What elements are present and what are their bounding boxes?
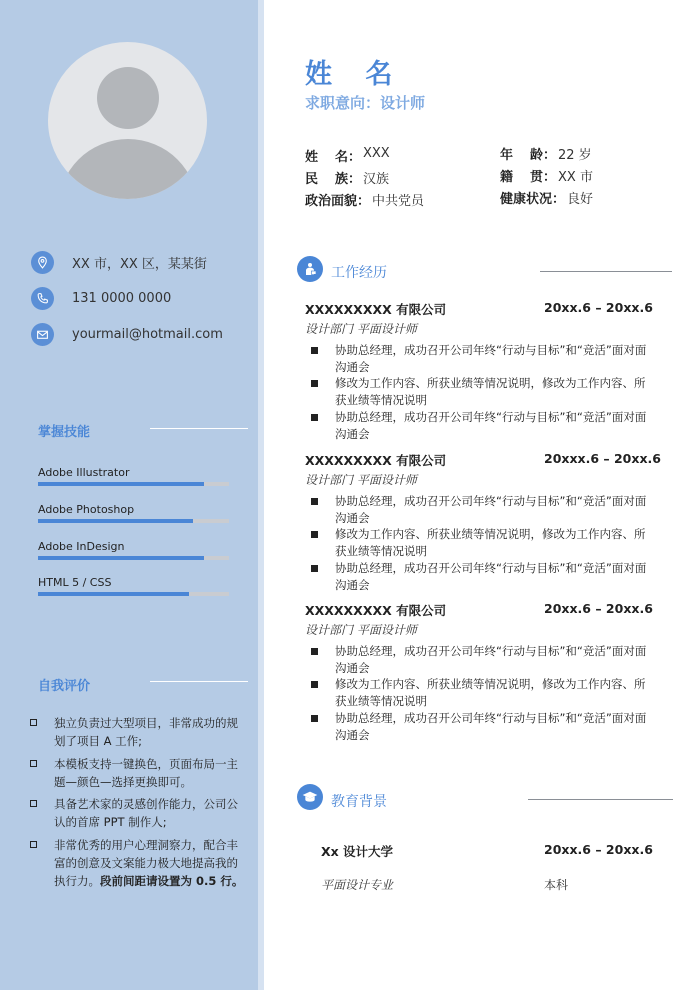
contact-address [31,251,207,274]
job-bullet-text: 协助总经理，成功召开公司年终“行动与目标”和“竞活”面对面沟通会 [335,410,647,441]
skill-track [38,482,229,486]
info-label: 籍 贯： [500,170,556,185]
skill-name: Adobe Photoshop [38,503,135,516]
info-name [305,146,390,165]
info-age [500,144,592,163]
bullet-square [30,800,37,807]
list-item [30,836,248,890]
skills-heading: 掌握技能 [38,425,91,440]
edu-degree: 本科 [544,878,569,892]
mail-icon [31,323,54,346]
email-text: yourmail@hotmail.com [72,327,223,342]
skill-fill [38,519,193,523]
job-date: 20xxx.6 – 20xx.6 [544,451,661,466]
info-value: 汉族 [363,172,390,187]
education-heading: 教育背景 [331,794,387,810]
info-politics [305,190,424,209]
work-heading: 工作经历 [331,265,387,281]
list-item [311,342,656,376]
contact-email [31,323,223,346]
edu-school: Xx 设计大学 [321,844,394,859]
job-bullet-text: 协助总经理，成功召开公司年终“行动与目标”和“竞活”面对面沟通会 [335,644,647,675]
self-eval-text: 具备艺术家的灵感创作能力，公司公认的首席 PPT 制作人; [54,797,238,829]
contact-phone [31,287,171,310]
self-eval-heading: 自我评价 [38,679,91,694]
info-label: 健康状况： [500,192,566,207]
job-company: XXXXXXXXX 有限公司 [305,603,447,618]
info-value: 中共党员 [372,194,425,209]
bullet-square [311,414,318,421]
list-item [311,676,656,710]
avatar-head [97,67,159,129]
skill-fill [38,592,189,596]
skill-track [38,519,229,523]
list-item [311,526,656,560]
info-origin [500,166,593,185]
skill-name: HTML 5 / CSS [38,576,112,589]
bullet-square [311,380,318,387]
self-eval-text [54,836,248,890]
job-intent: 求职意向：设计师 [305,94,426,112]
list-item [311,409,656,443]
work-divider [540,271,672,272]
self-eval-text-bold: 段前间距请设置为 0.5 行。 [100,874,244,888]
bullet-square [311,498,318,505]
skill-item [38,576,229,596]
job-dept: 设计部门 平面设计师 [305,623,417,637]
education-divider [528,799,673,800]
info-ethnic [305,168,389,187]
bullet-square [311,715,318,722]
bullet-square [30,841,37,848]
edu-date: 20xx.6 – 20xx.6 [544,842,653,857]
info-value: XXX [363,146,390,161]
job-bullet-text: 修改为工作内容、所获业绩等情况说明，修改为工作内容、所获业绩等情况说明 [335,527,646,558]
location-icon [31,251,54,274]
list-item [311,493,656,527]
list-item [311,643,656,677]
job-bullet-text: 协助总经理，成功召开公司年终“行动与目标”和“竞活”面对面沟通会 [335,343,647,374]
page-title: 姓 名 [305,59,405,90]
list-item [30,755,248,791]
info-value: 22 岁 [558,148,592,163]
skill-item [38,503,229,523]
job-company: XXXXXXXXX 有限公司 [305,453,447,468]
skill-name: Adobe InDesign [38,540,125,553]
skills-divider [150,428,248,429]
bullet-square [311,681,318,688]
skill-name: Adobe Illustrator [38,466,130,479]
info-value: XX 市 [558,170,593,185]
info-health [500,188,593,207]
phone-icon [31,287,54,310]
job-date: 20xx.6 – 20xx.6 [544,601,653,616]
info-label: 民 族： [305,172,361,187]
skill-fill [38,482,204,486]
list-item [311,560,656,594]
skill-item [38,466,229,486]
avatar-placeholder [48,42,207,199]
job-dept: 设计部门 平面设计师 [305,473,417,487]
job-bullet-text: 修改为工作内容、所获业绩等情况说明，修改为工作内容、所获业绩等情况说明 [335,376,646,407]
bullet-square [30,760,37,767]
phone-text: 131 0000 0000 [72,291,172,306]
graduation-cap-icon [297,784,323,810]
avatar-body [58,139,198,199]
self-eval-text: 本模板支持一键换色，页面布局一主题—颜色—选择更换即可。 [54,757,238,789]
job-bullet-text: 协助总经理，成功召开公司年终“行动与目标”和“竞活”面对面沟通会 [335,494,647,525]
list-item [30,795,248,831]
self-eval-divider [150,681,248,682]
bullet-square [311,648,318,655]
self-eval-text-main: 非常优秀的用户心理洞察力，配合丰富的创意及文案能力极大地提高我的执行力。 [54,838,238,888]
skill-track [38,592,229,596]
job-date: 20xx.6 – 20xx.6 [544,300,653,315]
list-item [311,375,656,409]
job-company: XXXXXXXXX 有限公司 [305,302,447,317]
info-label: 年 龄： [500,148,556,163]
job-bullet-text: 协助总经理，成功召开公司年终“行动与目标”和“竞活”面对面沟通会 [335,561,647,592]
skill-item [38,540,229,560]
skill-track [38,556,229,560]
bullet-square [311,347,318,354]
work-icon [297,256,323,282]
skill-fill [38,556,204,560]
self-eval-text: 独立负责过大型项目，非常成功的规划了项目 A 工作; [54,716,238,748]
job-bullet-text: 协助总经理，成功召开公司年终“行动与目标”和“竞活”面对面沟通会 [335,711,647,742]
job-dept: 设计部门 平面设计师 [305,322,417,336]
bullet-square [311,565,318,572]
bullet-square [311,531,318,538]
address-text: XX 市，XX 区，某某街 [72,257,207,272]
job-bullet-text: 修改为工作内容、所获业绩等情况说明，修改为工作内容、所获业绩等情况说明 [335,677,646,708]
bullet-square [30,719,37,726]
info-label: 姓 名： [305,150,361,165]
info-value: 良好 [567,192,594,207]
edu-major: 平面设计专业 [321,878,394,892]
list-item [30,714,248,750]
info-label: 政治面貌： [305,194,371,209]
list-item [311,710,656,744]
sidebar-edge [258,0,264,990]
